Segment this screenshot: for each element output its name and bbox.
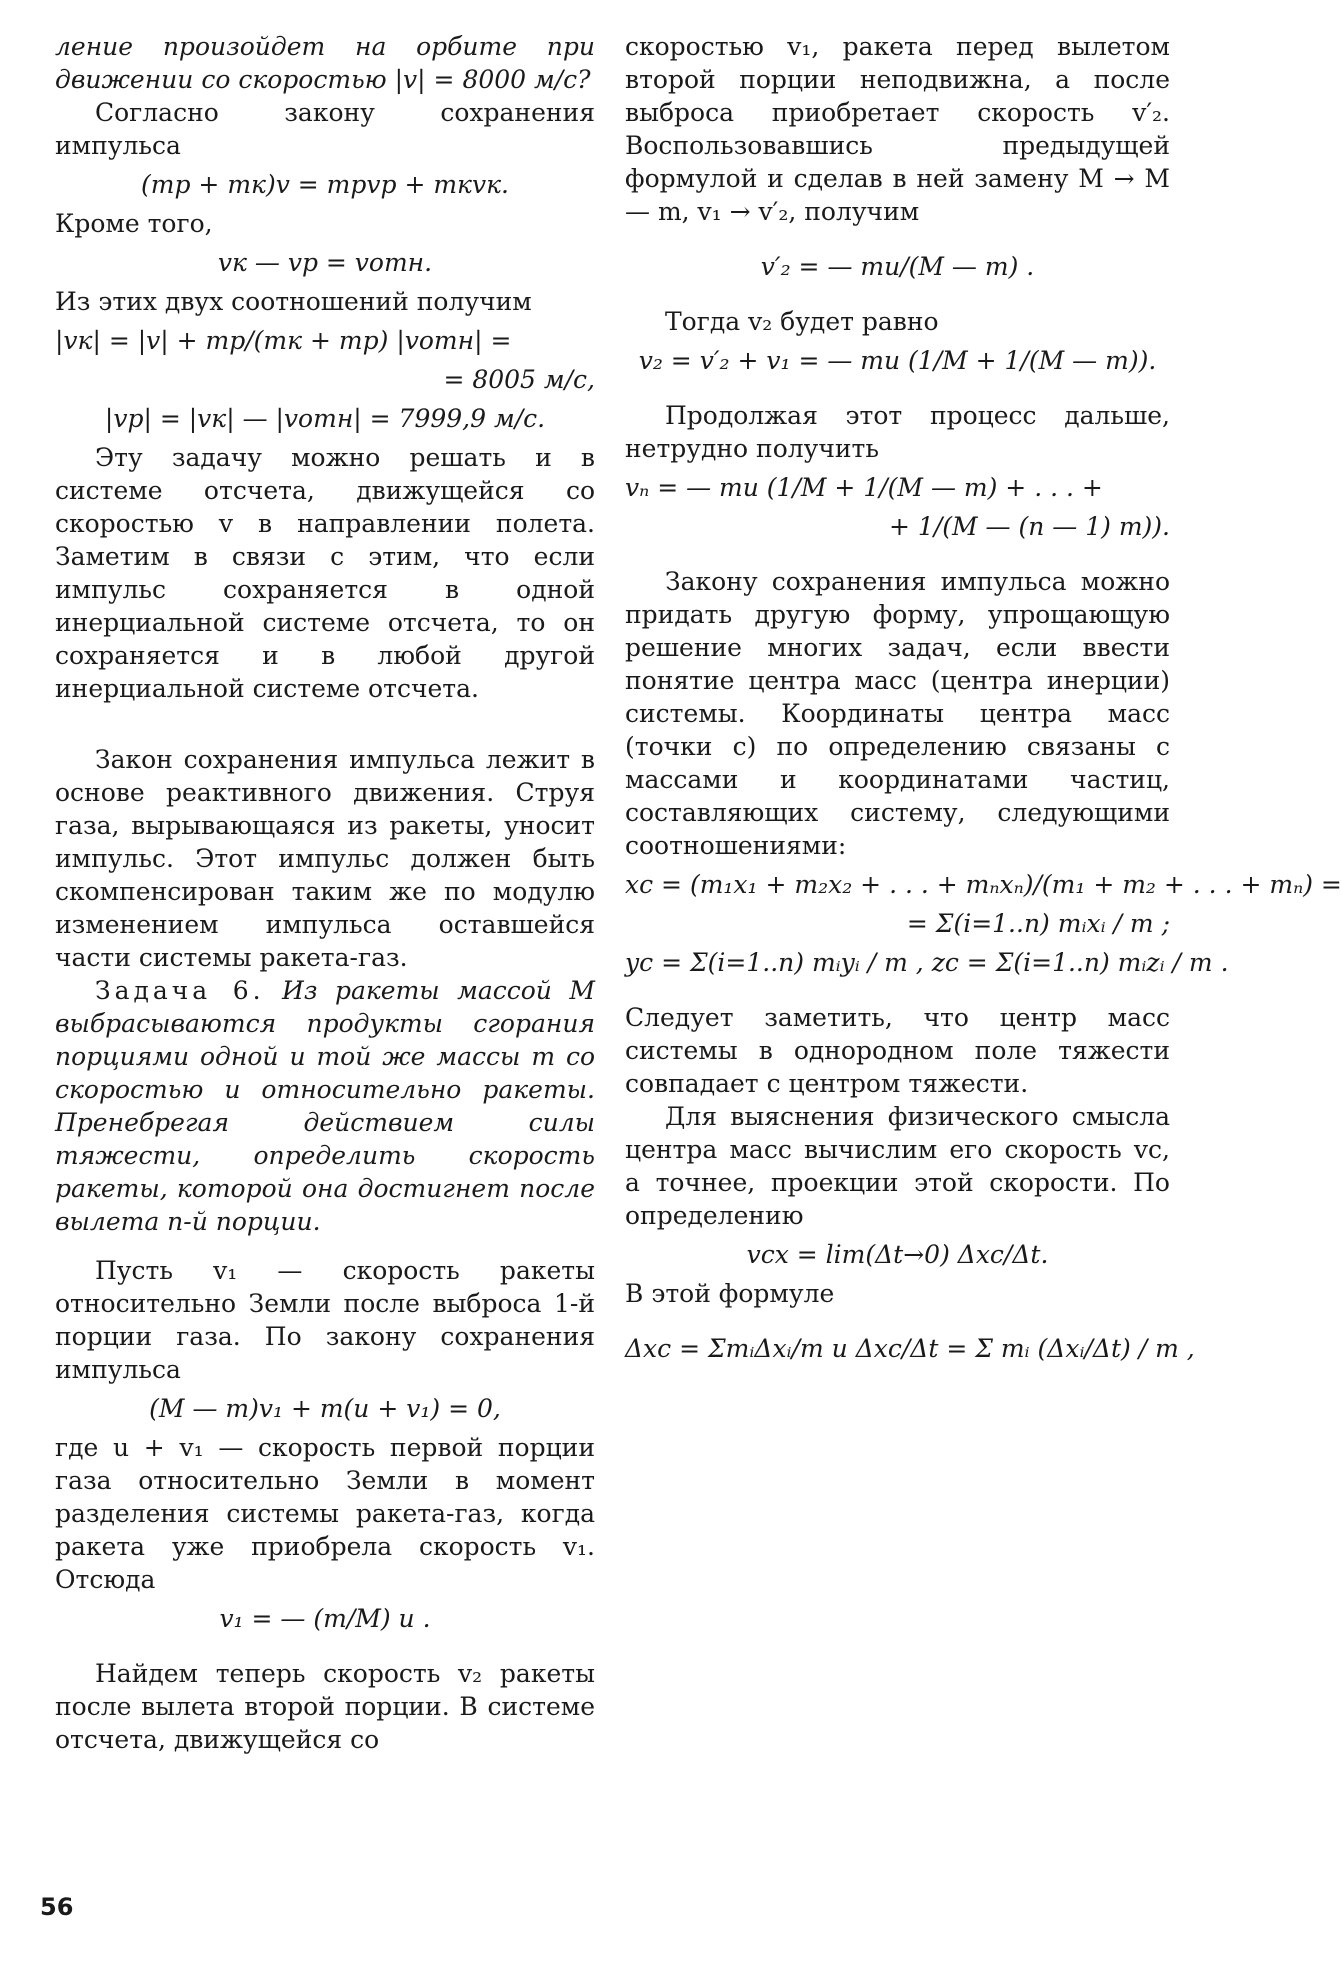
paragraph: В этой формуле [625,1279,835,1308]
page-number: 56 [40,1893,74,1921]
formula: v₂ = v′₂ + v₁ = — mu (1/M + 1/(M — m)). [638,346,1157,375]
formula: vcx = lim(Δt→0) Δxc/Δt. [746,1240,1049,1269]
formula: v′₂ = — mu/(M — m) . [760,252,1035,281]
task-paragraph [55,974,595,1238]
formula: xc = (m₁x₁ + m₂x₂ + . . . + mₙxₙ)/(m₁ + m₂ + . . . + mₙ) = [625,870,1342,899]
formula: vₙ = — mu (1/M + 1/(M — m) + . . . + [625,473,1103,502]
paragraph: Закон сохранения импульса лежит в основе реактивного движения. Струя газа, вырывающаяся из ракеты, уносит импульс. Этот импульс должен быть скомпенсирован таким же по модулю изменением импульса оставшейся части системы ракета-газ. [55,745,595,972]
paragraph: Согласно закону сохранения импульса [55,98,595,160]
paragraph: Эту задачу можно решать и в системе отсчета, движущейся со скоростью v в направлении полета. Заметим в связи с этим, что если импульс сохраняется в одной инерциальной системе отсчета, то он сохраняется и в любой другой инерциальной системе отсчета. [55,443,595,703]
paragraph: Для выяснения физического смысла центра масс вычислим его скорость vc, а точнее, проекции этой скорости. По определению [625,1102,1170,1230]
task-text: Из ракеты массой M выбрасываются продукты сгорания порциями одной и той же массы m со скоростью u относительно ракеты. Пренебрегая действием силы тяжести, определить скорость ракеты, которой она достигнет после вылета n-й порции. [55,976,595,1236]
task-label: Задача 6. [95,976,265,1005]
paragraph: Пусть v₁ — скорость ракеты относительно Земли после выброса 1-й порции газа. По закону сохранения импульса [55,1256,595,1384]
paragraph: Из этих двух соотношений получим [55,287,532,316]
paragraph: Найдем теперь скорость v₂ ракеты после вылета второй порции. В системе отсчета, движущейся со [55,1659,595,1754]
formula: (M — m)v₁ + m(u + v₁) = 0, [149,1394,501,1423]
paragraph: Следует заметить, что центр масс системы в однородном поле тяжести совпадает с центром тяжести. [625,1003,1170,1098]
formula: vк — vр = vотн. [217,248,433,277]
paragraph: Тогда v₂ будет равно [665,307,939,336]
formula: |vр| = |vк| — |vотн| = 7999,9 м/с. [104,404,546,433]
paragraph: ление произойдет на орбите при движении со скоростью |v| = 8000 м/с? [55,32,595,94]
formula: yc = Σ(i=1..n) mᵢyᵢ / m , zc = Σ(i=1..n) mᵢzᵢ / m . [625,948,1229,977]
formula: |vк| = |v| + mр/(mк + mр) |vотн| = [55,326,512,355]
formula: v₁ = — (m/M) u . [219,1604,431,1633]
right-column [625,30,1342,1371]
paragraph: где u + v₁ — скорость первой порции газа относительно Земли в момент разделения системы ракета-газ, когда ракета уже приобрела скорость v₁. Отсюда [55,1433,595,1594]
formula: Δxc = ΣmᵢΔxᵢ/m и Δxc/Δt = Σ mᵢ (Δxᵢ/Δt) / m , [625,1334,1195,1363]
paragraph: Продолжая этот процесс дальше, нетрудно получить [625,401,1170,463]
paragraph: Закону сохранения импульса можно придать другую форму, упрощающую решение многих задач, если ввести понятие центра масс (центра инерции) системы. Координаты центра масс (точки c) по определению связаны с массами и координатами частиц, составляющих систему, следующими соотношениями: [625,567,1170,860]
left-column [55,30,595,1756]
paragraph: скоростью v₁, ракета перед вылетом второй порции неподвижна, а после выброса приобретает скорость v′₂. Воспользовавшись предыдущей формулой и сделав в ней замену M → M — m, v₁ → v′₂, получим [625,32,1170,226]
formula: = 8005 м/с, [443,365,595,394]
formula: + 1/(M — (n — 1) m)). [889,512,1170,541]
formula: (mр + mк)v = mрvр + mкvк. [141,170,509,199]
formula: = Σ(i=1..n) mᵢxᵢ / m ; [906,909,1170,938]
paragraph: Кроме того, [55,209,213,238]
